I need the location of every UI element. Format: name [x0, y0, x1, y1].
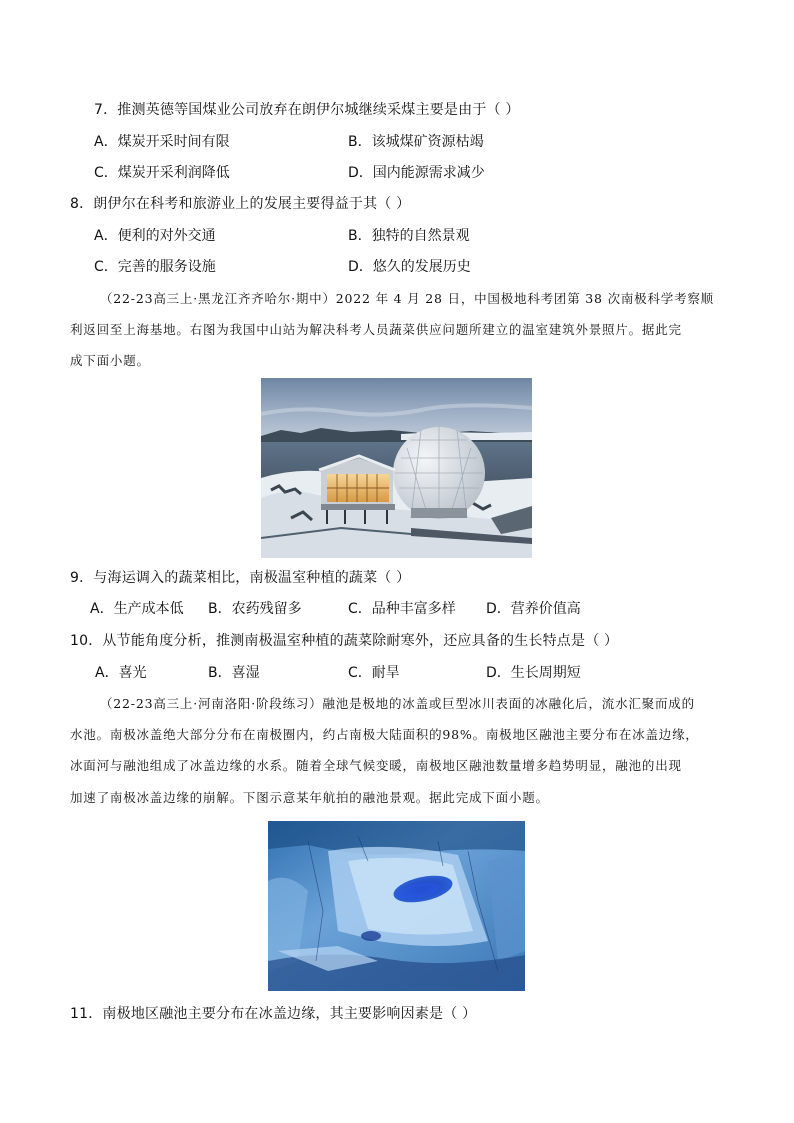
- question-7-option-b: B．该城煤矿资源枯竭: [348, 134, 484, 150]
- question-9-option-b: B．农药残留多: [208, 601, 302, 617]
- question-7-option-a: A．煤炭开采时间有限: [94, 134, 230, 150]
- question-9-option-d: D．营养价值高: [486, 601, 581, 617]
- question-7-option-c: C．煤炭开采利润降低: [94, 165, 230, 181]
- question-8-stem: 8．朗伊尔在科考和旅游业上的发展主要得益于其（ ）: [70, 196, 411, 212]
- question-10-stem: 10．从节能角度分析，推测南极温室种植的蔬菜除耐寒外，还应具备的生长特点是（ ）: [70, 633, 619, 649]
- question-7-option-d: D．国内能源需求减少: [348, 165, 485, 181]
- passage-2-line-1: （22-23高三上·河南洛阳·阶段练习）融池是极地的冰盖或巨型冰川表面的冰融化后，流水汇聚而成的: [100, 696, 695, 711]
- question-10-option-d: D．生长周期短: [486, 665, 581, 681]
- question-8-option-c: C．完善的服务设施: [94, 259, 216, 275]
- question-9-option-a: A．生产成本低: [90, 601, 184, 617]
- question-10-option-c: C．耐旱: [348, 665, 400, 681]
- question-8-option-a: A．便利的对外交通: [94, 228, 216, 244]
- passage-2-line-3: 冰面河与融池组成了冰盖边缘的水系。随着全球气候变暖，南极地区融池数量增多趋势明显，融池的出现: [70, 758, 682, 773]
- question-10-option-a: A．喜光: [95, 665, 147, 681]
- passage-1-line-2: 利返回至上海基地。右图为我国中山站为解决科考人员蔬菜供应问题所建立的温室建筑外景照片。据此完: [70, 322, 682, 337]
- question-8-option-b: B．独特的自然景观: [348, 228, 470, 244]
- passage-2-line-2: 水池。南极冰盖绝大部分分布在南极圈内，约占南极大陆面积的98%。南极地区融池主要分布在冰盖边缘，: [70, 727, 699, 742]
- question-9-stem: 9．与海运调入的蔬菜相比，南极温室种植的蔬菜（ ）: [70, 570, 411, 586]
- question-11-stem: 11．南极地区融池主要分布在冰盖边缘，其主要影响因素是（ ）: [70, 1006, 477, 1022]
- passage-1-line-3: 成下面小题。: [70, 353, 150, 368]
- question-9-option-c: C．品种丰富多样: [348, 601, 456, 617]
- greenhouse-photo: [261, 378, 532, 558]
- passage-2-line-4: 加速了南极冰盖边缘的崩解。下图示意某年航拍的融池景观。据此完成下面小题。: [70, 790, 549, 805]
- question-8-option-d: D．悠久的发展历史: [348, 259, 471, 275]
- melt-pond-photo: [268, 821, 525, 991]
- question-7-stem: 7．推测英德等国煤业公司放弃在朗伊尔城继续采煤主要是由于（ ）: [94, 102, 520, 118]
- question-10-option-b: B．喜湿: [208, 665, 260, 681]
- passage-1-line-1: （22-23高三上·黑龙江齐齐哈尔·期中）2022 年 4 月 28 日，中国极地科考团第 38 次南极科学考察顺: [100, 291, 714, 306]
